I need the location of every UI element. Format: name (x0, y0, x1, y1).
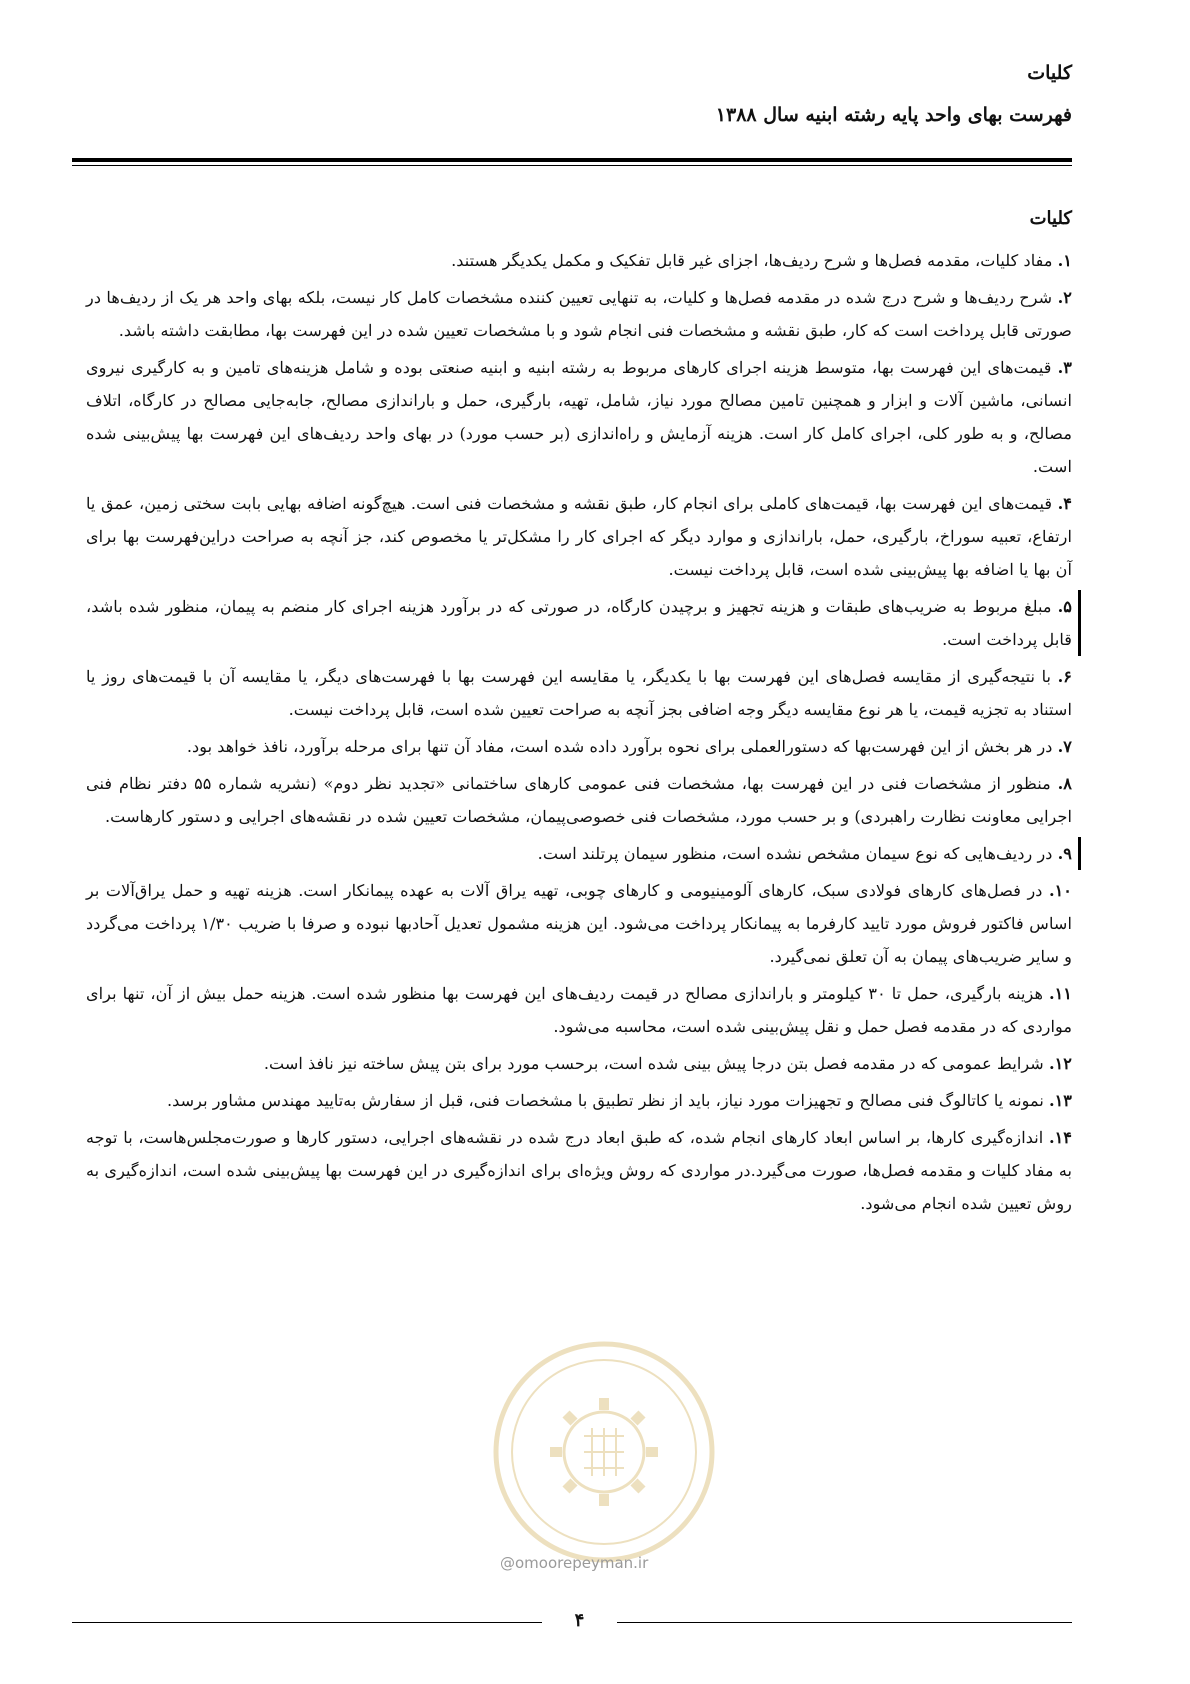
paragraph-14 (86, 1121, 1072, 1220)
paragraph-7 (86, 730, 1072, 763)
paragraph-number: ۷. (1057, 737, 1072, 756)
paragraph-number: ۱۴. (1048, 1128, 1072, 1147)
paragraph-text: در ردیف‌هایی که نوع سیمان مشخص نشده است، منظور سیمان پرتلند است. (537, 844, 1058, 863)
paragraph-6 (86, 660, 1072, 726)
section-title: کلیات (1029, 208, 1072, 229)
paragraph-12 (86, 1047, 1072, 1080)
footer-rule-left (72, 1622, 542, 1623)
paragraph-3 (86, 351, 1072, 483)
paragraph-text: مبلغ مربوط به ضریب‌های طبقات و هزینه تجهیز و برچیدن کارگاه، در صورتی که در برآورد هزینه اجرای کار منضم به پیمان، منظور شده باشد، قابل پرداخت است. (86, 597, 1072, 649)
page-number: ۴ (574, 1610, 585, 1631)
footer-rule-right (617, 1622, 1072, 1623)
paragraph-9 (86, 837, 1081, 870)
paragraph-text: مفاد کلیات، مقدمه فصل‌ها و شرح ردیف‌ها، اجزای غیر قابل تفکیک و مکمل یکدیگر هستند. (451, 251, 1058, 270)
paragraph-8 (86, 767, 1072, 833)
paragraph-text: منظور از مشخصات فنی در این فهرست بها، مشخصات فنی عمومی کارهای ساختمانی «تجدید نظر دوم» (نشریه شماره ۵۵ دفتر نظام فنی اجرایی معاونت نظارت راهبردی) و بر حسب مورد، مشخصات فنی خصوصی‌پیمان، مشخصات تعیین شده در نقشه‌های اجرایی و دستور کارهاست. (86, 774, 1072, 826)
paragraph-number: ۱۰. (1048, 881, 1072, 900)
paragraph-2 (86, 281, 1072, 347)
page-footer (72, 1612, 1072, 1632)
paragraph-number: ۸. (1057, 774, 1072, 793)
paragraph-text: اندازه‌گیری کارها، بر اساس ابعاد کارهای انجام شده، که طبق ابعاد درج شده در نقشه‌های اجرایی، دستور کارها و صورت‌مجلس‌هاست، با توجه به مفاد کلیات و مقدمه فصل‌ها، صورت می‌گیرد.در مواردی که روش ویژه‌ای برای اندازه‌گیری در این فهرست بها پیش‌بینی شده است، اندازه‌گیری به روش تعیین شده انجام می‌شود. (86, 1128, 1072, 1213)
paragraph-text: نمونه یا کاتالوگ فنی مصالح و تجهیزات مورد نیاز، باید از نظر تطبیق با مشخصات فنی، قبل از سفارش به‌تایید مهندس مشاور برسد. (166, 1091, 1049, 1110)
paragraph-number: ۲. (1057, 288, 1072, 307)
paragraph-number: ۱۳. (1048, 1091, 1072, 1110)
paragraph-number: ۱۲. (1048, 1054, 1072, 1073)
header-thin-rule (72, 165, 1072, 166)
running-header-subtitle: فهرست بهای واحد پایه رشته ابنیه سال ۱۳۸۸ (715, 104, 1072, 126)
paragraph-number: ۵. (1057, 597, 1072, 616)
paragraph-13 (86, 1084, 1072, 1117)
paragraph-number: ۱۱. (1048, 984, 1072, 1003)
paragraph-number: ۹. (1057, 844, 1072, 863)
paragraph-text: با نتیجه‌گیری از مقایسه فصل‌های این فهرست بها با یکدیگر، یا مقایسه این فهرست بها با فهرست‌های دیگر، یا مقایسه آن با قیمت‌های روز یا استناد به تجزیه قیمت، یا هر نوع مقایسه دیگر وجه اضافی بجز آنچه به صراحت تعیین شده است، قابل پرداخت نیست. (86, 667, 1072, 719)
paragraph-4 (86, 487, 1072, 586)
watermark-seal-icon (488, 1336, 720, 1568)
paragraph-text: هزینه بارگیری، حمل تا ۳۰ کیلومتر و باراندازی مصالح در قیمت ردیف‌های این فهرست بها منظور شده است. هزینه حمل بیش از آن، تنها برای مواردی که در مقدمه فصل حمل و نقل پیش‌بینی شده است، محاسبه می‌شود. (86, 984, 1072, 1036)
paragraph-text: قیمت‌های این فهرست بها، متوسط هزینه اجرای کارهای مربوط به رشته ابنیه و ابنیه صنعتی بوده و شامل هزینه‌های تامین و به کارگیری نیروی انسانی، ماشین آلات و ابزار و همچنین تامین مصالح مورد نیاز، شامل، تهیه، بارگیری، حمل و باراندازی مصالح، جابه‌جایی مصالح در کارگاه، اتلاف مصالح، و به طور کلی، اجرای کامل کار است. هزینه آزمایش و راه‌اندازی (بر حسب مورد) در بهای واحد ردیف‌های این فهرست بها پیش‌بینی شده است. (86, 358, 1072, 476)
paragraph-1 (86, 244, 1072, 277)
paragraph-text: شرح ردیف‌ها و شرح درج شده در مقدمه فصل‌ها و کلیات، به تنهایی تعیین کننده مشخصات کامل کار نیست، بلکه بهای واحد هر یک از ردیف‌ها در صورتی قابل پرداخت است که کار، طبق نقشه و مشخصات فنی انجام شود و با مشخصات تعیین شده در این فهرست بها، مطابقت داشته باشد. (86, 288, 1072, 340)
paragraph-number: ۶. (1057, 667, 1072, 686)
paragraph-11 (86, 977, 1072, 1043)
paragraph-text: در هر بخش از این فهرست‌بها که دستورالعملی برای نحوه برآورد داده شده است، مفاد آن تنها برای مرحله برآورد، نافذ خواهد بود. (186, 737, 1058, 756)
header-thick-rule (72, 158, 1072, 162)
paragraph-5 (86, 590, 1081, 656)
paragraph-number: ۳. (1057, 358, 1072, 377)
paragraph-text: در فصل‌های کارهای فولادی سبک، کارهای آلومینیومی و کارهای چوبی، تهیه یراق آلات به عهده پیمانکار است. هزینه تهیه و حمل یراق‌آلات بر اساس فاکتور فروش مورد تایید کارفرما به پیمانکار پرداخت می‌شود. این هزینه مشمول تعدیل آحادبها نبوده و صرفا با ضریب ۱/۳۰ پرداخت می‌گردد و سایر ضریب‌های پیمان به آن تعلق نمی‌گیرد. (86, 881, 1072, 966)
running-header-title: کلیات (1027, 62, 1072, 84)
paragraph-number: ۴. (1057, 494, 1072, 513)
paragraph-text: قیمت‌های این فهرست بها، قیمت‌های کاملی برای انجام کار، طبق نقشه و مشخصات فنی است. هیچ‌گونه اضافه بهایی بابت سختی زمین، عمق یا ارتفاع، تعبیه سوراخ، بارگیری، حمل، باراندازی و موارد دیگر که اجرای کار را مشکل‌تر یا مخصوص کند، جز آنچه به صراحت دراین‌فهرست بها برای آن بها یا اضافه بها پیش‌بینی شده است، قابل پرداخت نیست. (86, 494, 1072, 579)
paragraph-10 (86, 874, 1072, 973)
watermark-site-text: @omoorepeyman.ir (500, 1554, 649, 1572)
paragraph-text: شرایط عمومی که در مقدمه فصل بتن درجا پیش بینی شده است، برحسب مورد برای بتن پیش ساخته نیز نافذ است. (263, 1054, 1049, 1073)
paragraph-number: ۱. (1057, 251, 1072, 270)
document-body (86, 204, 1072, 1224)
